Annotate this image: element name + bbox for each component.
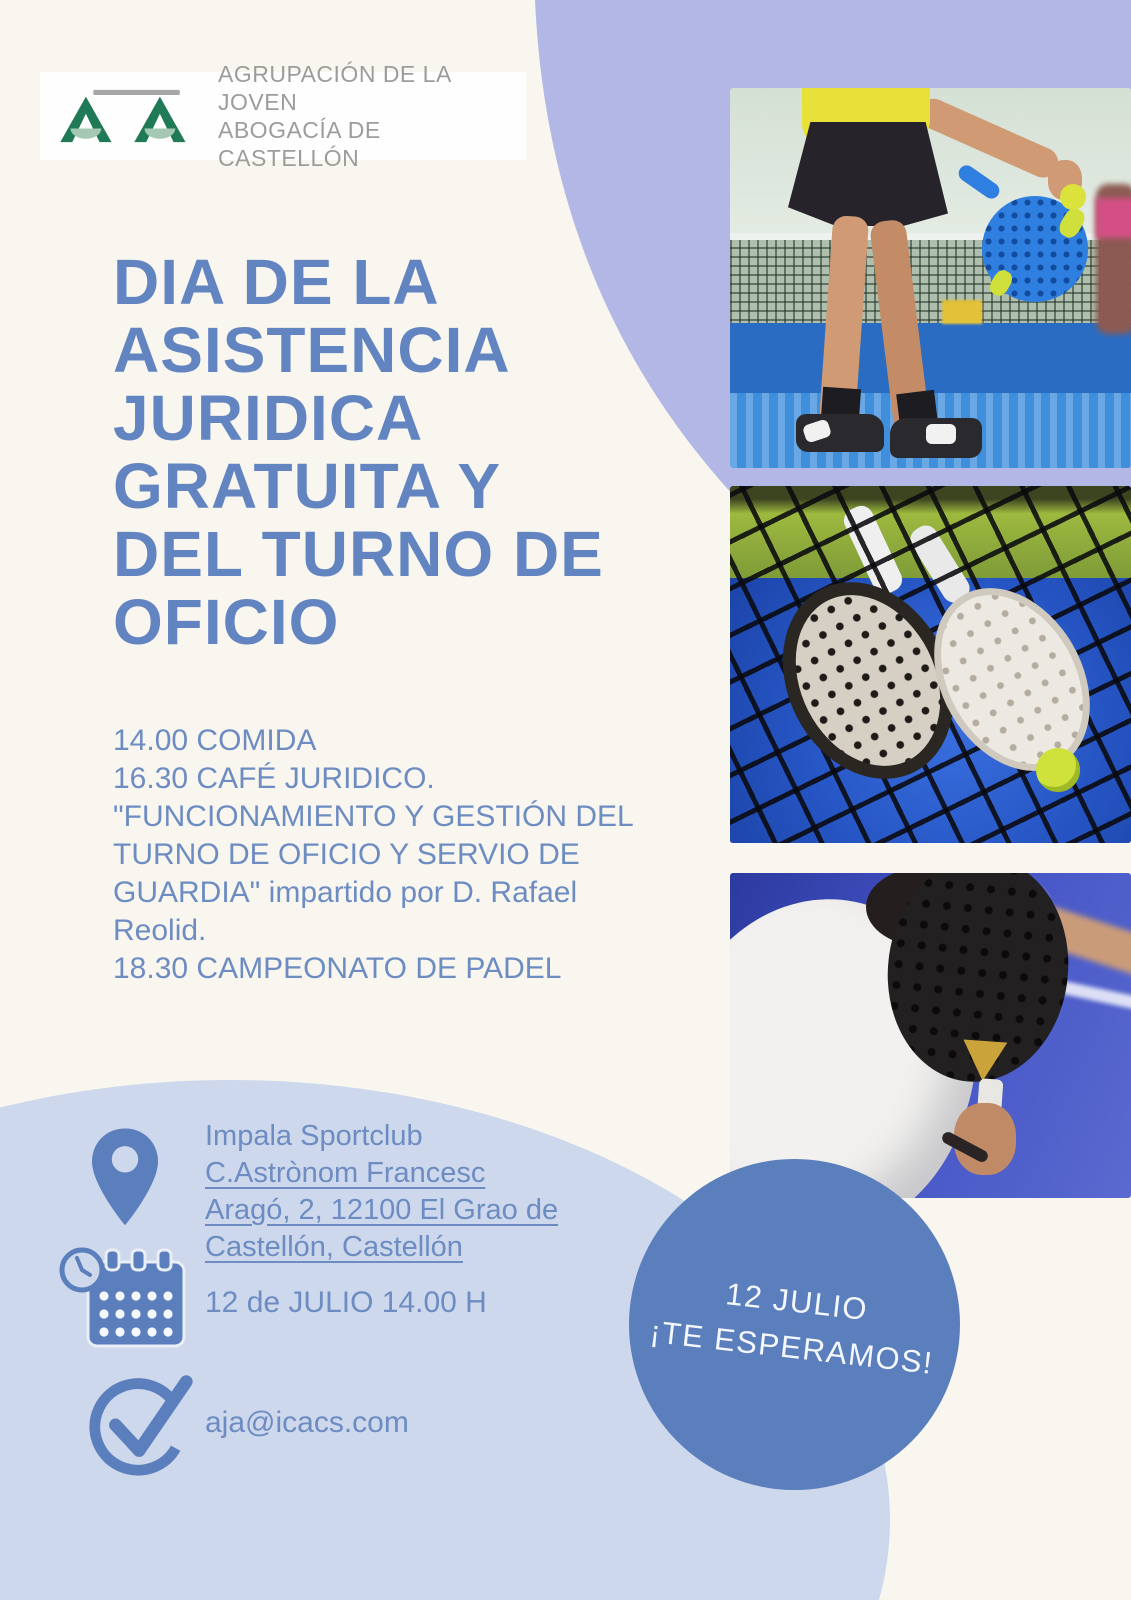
date-badge	[629, 1159, 960, 1490]
padel-ball	[1060, 184, 1086, 210]
court-backwall	[730, 323, 1131, 393]
padel-ball	[1036, 748, 1080, 792]
org-logo	[40, 61, 526, 171]
title-line: DEL TURNO DE	[113, 518, 604, 590]
background-player-top	[1096, 198, 1131, 238]
page-title	[113, 248, 703, 656]
title-line: DIA DE LA	[113, 246, 440, 318]
schedule-line: 14.00 COMIDA	[113, 724, 317, 757]
email-link[interactable]: aja@icacs.com	[205, 1406, 409, 1439]
date-badge-text	[648, 1263, 941, 1387]
org-name	[218, 60, 526, 172]
org-name-line1: AGRUPACIÓN DE LA JOVEN	[218, 61, 451, 115]
title-line: JURIDICA	[113, 382, 424, 454]
schedule-line: 18.30 CAMPEONATO DE PADEL	[113, 952, 562, 985]
address-link-line[interactable]: C.Astrònom Francesc	[205, 1157, 486, 1189]
org-name-line2: ABOGACÍA DE CASTELLÓN	[218, 117, 381, 171]
schedule-line: Reolid.	[113, 914, 207, 947]
photo-padel-player	[730, 873, 1131, 1198]
event-schedule	[113, 722, 713, 988]
title-line: GRATUITA Y	[113, 450, 502, 522]
address-link-line[interactable]: Castellón, Castellón	[205, 1231, 463, 1263]
address-link-line[interactable]: Aragó, 2, 12100 El Grao de	[205, 1194, 559, 1226]
title-line: OFICIO	[113, 586, 340, 658]
schedule-line: TURNO DE OFICIO Y SERVIO DE	[113, 838, 580, 871]
player-skirt	[788, 122, 948, 226]
schedule-line: 16.30 CAFÉ JURIDICO.	[113, 762, 435, 795]
shoe-stripe	[926, 424, 956, 444]
racket-gold-throat	[961, 1040, 1008, 1083]
net-sign	[942, 300, 982, 324]
photo-padel-serve	[730, 88, 1131, 468]
location-block	[205, 1118, 625, 1266]
location-name: Impala Sportclub	[205, 1120, 423, 1152]
calendar-clock-icon	[58, 1240, 188, 1350]
schedule-line: GUARDIA" impartido por D. Rafael	[113, 876, 578, 909]
check-circle-icon	[84, 1360, 202, 1482]
double-a-scales-logo-icon	[58, 80, 206, 152]
badge-message: ¡TE ESPERAMOS!	[648, 1313, 936, 1381]
photo-padel-rackets	[730, 486, 1131, 843]
title-line: ASISTENCIA	[113, 314, 511, 386]
schedule-line: "FUNCIONAMIENTO Y GESTIÓN DEL	[113, 800, 634, 833]
event-datetime: 12 de JULIO 14.00 H	[205, 1286, 487, 1319]
map-pin-icon	[92, 1128, 158, 1228]
badge-date: 12 JULIO	[724, 1275, 871, 1327]
